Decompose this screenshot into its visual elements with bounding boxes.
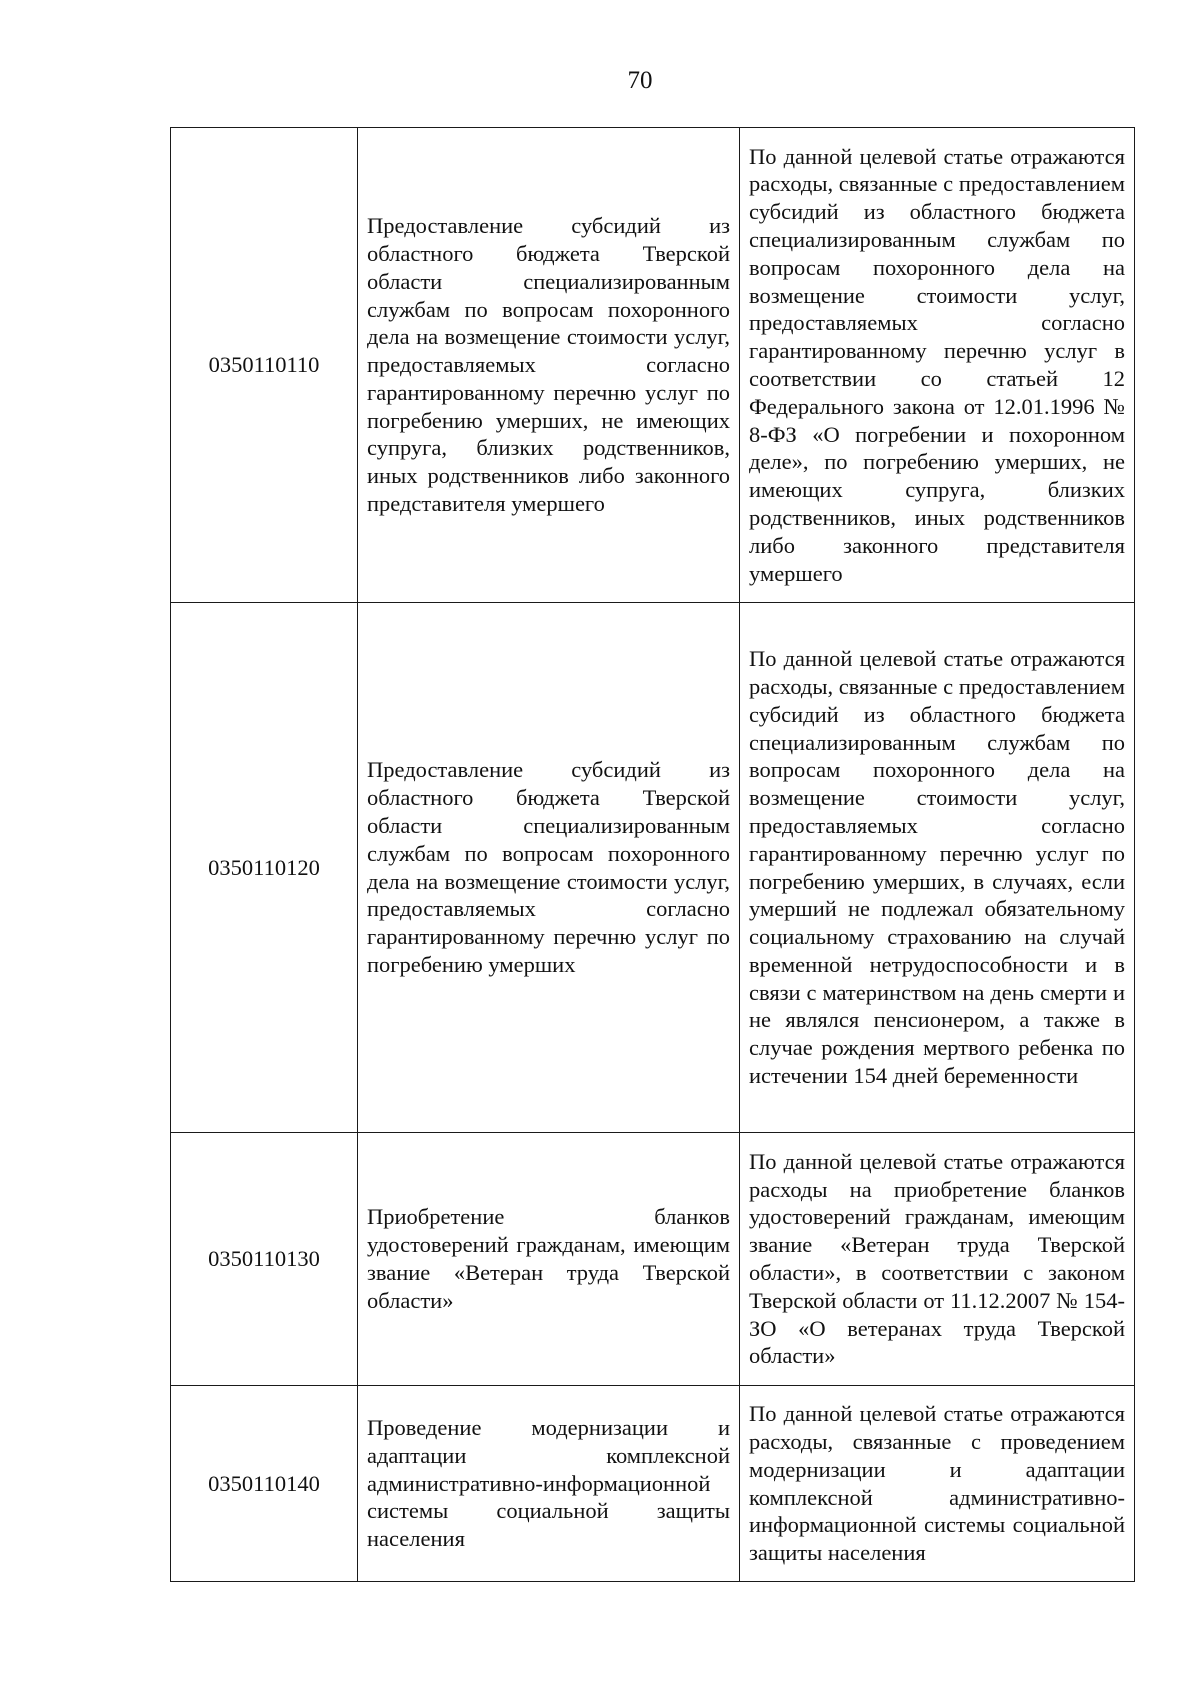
target-title-cell: Проведение модернизации и адаптации комплексной административно-информационной системы социальной защиты населения [358, 1386, 740, 1582]
target-description-cell: По данной целевой статье отражаются расходы на приобретение бланков удостоверений гражданам, имеющим звание «Ветеран труда Тверской области», в соответствии с законом Тверской области от 11.12.2007 № 154-ЗО «О ветеранах труда Тверской области» [740, 1133, 1135, 1386]
budget-classification-table [170, 127, 1135, 1582]
page-number: 70 [627, 67, 653, 94]
target-code-cell: 0350110130 [171, 1133, 358, 1386]
target-title-cell: Приобретение бланков удостоверений гражданам, имеющим звание «Ветеран труда Тверской области» [358, 1133, 740, 1386]
target-code-cell: 0350110140 [171, 1386, 358, 1582]
target-title-cell: Предоставление субсидий из областного бюджета Тверской области специализированным службам по вопросам похоронного дела на возмещение стоимости услуг, предоставляемых согласно гарантированному перечню услуг по погребению умерших [358, 603, 740, 1133]
target-title-cell: Предоставление субсидий из областного бюджета Тверской области специализированным службам по вопросам похоронного дела на возмещение стоимости услуг, предоставляемых согласно гарантированному перечню услуг по погребению умерших, не имеющих супруга, близких родственников, иных родственников либо законного представителя умершего [358, 128, 740, 603]
target-description-cell: По данной целевой статье отражаются расходы, связанные с предоставлением субсидий из областного бюджета специализированным службам по вопросам похоронного дела на возмещение стоимости услуг, предоставляемых согласно гарантированному перечню услуг в соответствии со статьей 12 Федерального закона от 12.01.1996 № 8-ФЗ «О погребении и похоронном деле», по погребению умерших, не имеющих супруга, близких родственников, иных родственников либо законного представителя умершего [740, 128, 1135, 603]
table-row [171, 1133, 1135, 1386]
target-description-cell: По данной целевой статье отражаются расходы, связанные с предоставлением субсидий из областного бюджета специализированным службам по вопросам похоронного дела на возмещение стоимости услуг, предоставляемых согласно гарантированному перечню услуг по погребению умерших, в случаях, если умерший не подлежал обязательному социальному страхованию на случай временной нетрудоспособности и в связи с материнством на день смерти и не являлся пенсионером, а также в случае рождения мертвого ребенка по истечении 154 дней беременности [740, 603, 1135, 1133]
table-row [171, 128, 1135, 603]
table-row [171, 603, 1135, 1133]
table-row [171, 1386, 1135, 1582]
target-code-cell: 0350110120 [171, 603, 358, 1133]
target-description-cell: По данной целевой статье отражаются расходы, связанные с проведением модернизации и адаптации комплексной административно-информационной системы социальной защиты населения [740, 1386, 1135, 1582]
target-code-cell: 0350110110 [171, 128, 358, 603]
